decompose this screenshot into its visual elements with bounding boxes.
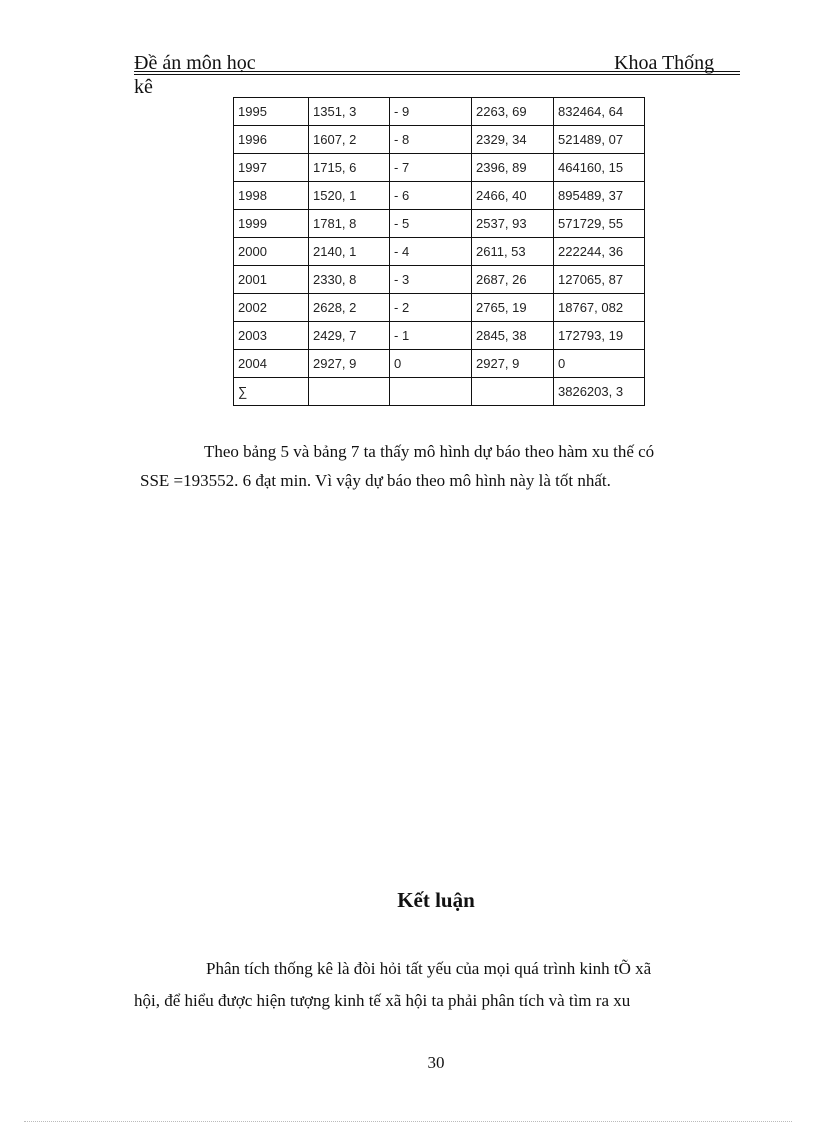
header-rule — [134, 71, 740, 72]
header-faculty-continuation: kê — [134, 76, 153, 98]
table-cell: 464160, 15 — [554, 154, 645, 182]
table-row — [234, 154, 645, 182]
table-cell: 2140, 1 — [309, 238, 390, 266]
paragraph-conclusion-sse — [140, 437, 740, 495]
data-table — [233, 97, 645, 406]
table-row — [234, 378, 645, 406]
table-cell: 222244, 36 — [554, 238, 645, 266]
table-cell: - 6 — [390, 182, 472, 210]
data-table-body — [234, 98, 645, 406]
table-cell: - 2 — [390, 294, 472, 322]
table-row — [234, 182, 645, 210]
table-cell: 3826203, 3 — [554, 378, 645, 406]
table-cell — [390, 378, 472, 406]
page-bottom-edge — [24, 1121, 792, 1122]
table-cell: 571729, 55 — [554, 210, 645, 238]
table-cell: 0 — [390, 350, 472, 378]
table-cell: 2628, 2 — [309, 294, 390, 322]
paragraph-line: hội, để hiểu được hiện tượng kinh tế xã hội ta phải phân tích và tìm ra xu — [134, 991, 631, 1010]
table-cell: - 1 — [390, 322, 472, 350]
table-cell: 18767, 082 — [554, 294, 645, 322]
section-heading: Kết luận — [397, 888, 475, 912]
table-cell: 1351, 3 — [309, 98, 390, 126]
paragraph-line: Theo bảng 5 và bảng 7 ta thấy mô hình dự báo theo hàm xu thế có — [204, 442, 655, 461]
paragraph-line: SSE =193552. 6 đạt min. Vì vậy dự báo theo mô hình này là tốt nhất. — [140, 471, 611, 490]
table-cell: 2687, 26 — [472, 266, 554, 294]
table-cell: ∑ — [234, 378, 309, 406]
table-cell — [309, 378, 390, 406]
table-row — [234, 294, 645, 322]
table-row — [234, 210, 645, 238]
table-cell: 2765, 19 — [472, 294, 554, 322]
table-cell: - 3 — [390, 266, 472, 294]
table-cell: 1715, 6 — [309, 154, 390, 182]
table-cell: 0 — [554, 350, 645, 378]
paragraph-conclusion — [134, 953, 742, 1017]
table-cell: 832464, 64 — [554, 98, 645, 126]
table-cell: 1520, 1 — [309, 182, 390, 210]
table-cell: 2002 — [234, 294, 309, 322]
header-course-title: Đề án môn học — [134, 52, 256, 74]
table-cell — [472, 378, 554, 406]
table-cell: 1996 — [234, 126, 309, 154]
table-cell: 1995 — [234, 98, 309, 126]
table-cell: 1997 — [234, 154, 309, 182]
table-cell: 2611, 53 — [472, 238, 554, 266]
table-cell: 2466, 40 — [472, 182, 554, 210]
table-row — [234, 126, 645, 154]
table-cell: 521489, 07 — [554, 126, 645, 154]
table-cell: - 4 — [390, 238, 472, 266]
table-cell: 2329, 34 — [472, 126, 554, 154]
table-cell: 2263, 69 — [472, 98, 554, 126]
paragraph-line: Phân tích thống kê là đòi hỏi tất yếu của mọi quá trình kinh tÕ xã — [206, 959, 652, 978]
table-cell: 2429, 7 — [309, 322, 390, 350]
table-cell: 1607, 2 — [309, 126, 390, 154]
table-cell: 2927, 9 — [472, 350, 554, 378]
page-number: 30 — [427, 1053, 445, 1072]
table-cell: 2000 — [234, 238, 309, 266]
table-cell: 1999 — [234, 210, 309, 238]
table-cell: - 7 — [390, 154, 472, 182]
table-cell: 2396, 89 — [472, 154, 554, 182]
table-row — [234, 350, 645, 378]
table-cell: 1781, 8 — [309, 210, 390, 238]
table-cell: - 9 — [390, 98, 472, 126]
table-cell: 2927, 9 — [309, 350, 390, 378]
table-cell: 2330, 8 — [309, 266, 390, 294]
table-cell: 1998 — [234, 182, 309, 210]
table-cell: 2845, 38 — [472, 322, 554, 350]
table-cell: 2001 — [234, 266, 309, 294]
table-cell: 172793, 19 — [554, 322, 645, 350]
table-cell: - 8 — [390, 126, 472, 154]
table-row — [234, 98, 645, 126]
table-cell: 2537, 93 — [472, 210, 554, 238]
table-cell: 127065, 87 — [554, 266, 645, 294]
table-cell: - 5 — [390, 210, 472, 238]
header-rule-secondary — [134, 74, 740, 75]
table-cell: 2003 — [234, 322, 309, 350]
table-cell: 2004 — [234, 350, 309, 378]
table-row — [234, 266, 645, 294]
table-cell: 895489, 37 — [554, 182, 645, 210]
table-row — [234, 322, 645, 350]
table-row — [234, 238, 645, 266]
header-faculty: Khoa Thống — [614, 52, 715, 74]
